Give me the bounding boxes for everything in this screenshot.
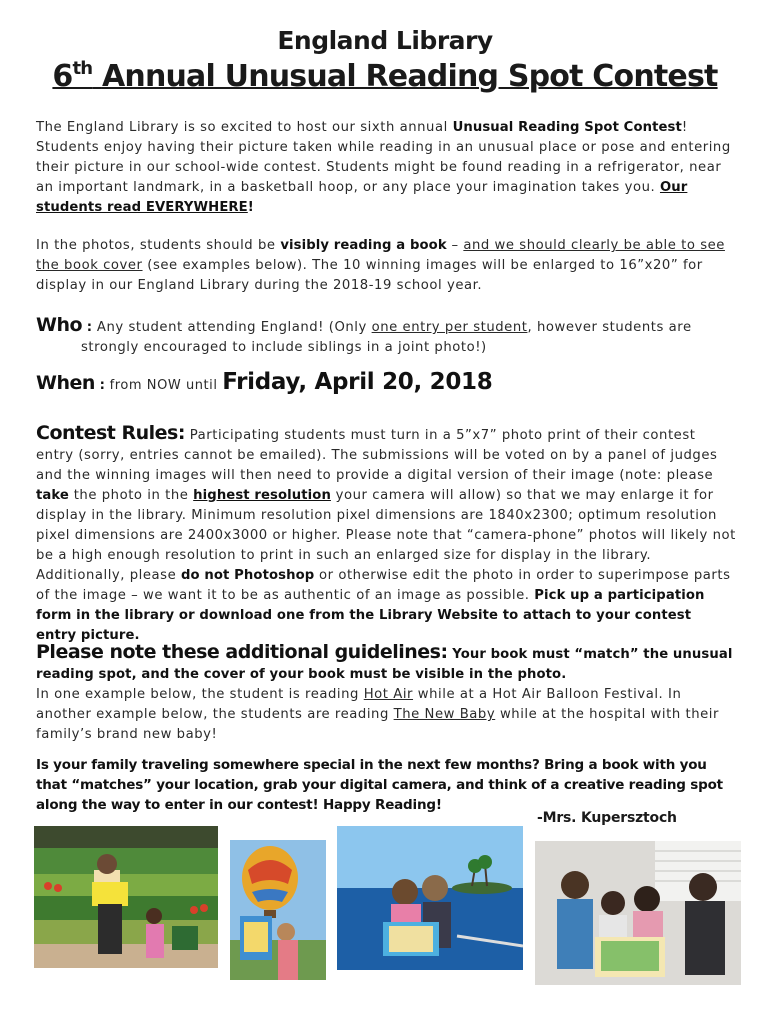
- intro-text-1: The England Library is so excited to host our sixth annual: [36, 120, 453, 135]
- photos-visibly-reading: visibly reading a book: [280, 238, 447, 253]
- when-section: [36, 369, 736, 396]
- guidelines-text-1: In one example below, the student is reading: [36, 687, 364, 702]
- guidelines-section: [36, 642, 736, 745]
- who-text-2: , however students are: [527, 320, 692, 335]
- photos-dash: –: [446, 238, 464, 253]
- guidelines-hot-air: Hot Air: [363, 687, 414, 702]
- rules-take: take: [36, 488, 69, 503]
- photos-text-1: In the photos, students should be: [36, 238, 281, 253]
- guidelines-text-3: while at the hospital with their family’s brand new baby!: [36, 707, 719, 742]
- guidelines-text-2: while at a Hot Air Balloon Festival. In another example below, the students are reading: [36, 687, 682, 722]
- intro-paragraph: [36, 118, 736, 218]
- rules-label: Contest Rules:: [36, 422, 185, 444]
- intro-text-3: !: [247, 200, 254, 215]
- hot-air-balloon-photo: [230, 840, 326, 980]
- rules-text-2: the photo in the: [68, 488, 194, 503]
- closing-paragraph: Is your family traveling somewhere special in the next few months? Bring a book with you that “matches” your location, grab your digital camera, and think of a creative reading spot along the way to enter in our contest! Happy Reading!: [36, 757, 723, 813]
- who-text-1: Any student attending England! (Only: [92, 320, 372, 335]
- rules-text-1: Participating students must turn in a 5”x7” photo print of their contest entry (sorry, entries cannot be emailed). The submissions will be voted on by a panel of judges and the winning images will then need to provide a digital version of their image (note: please: [36, 428, 718, 483]
- photos-paragraph: [36, 236, 736, 296]
- signature: -Mrs. Kupersztoch: [537, 810, 677, 826]
- library-name-text: England Library: [277, 26, 493, 55]
- photos-text-3: (see examples below). The 10 winning images will be enlarged to 16”x20” for display in our England Library during the 2018-19 school year.: [36, 258, 703, 293]
- when-colon: :: [94, 378, 105, 393]
- title-ordinal-number: 6: [52, 59, 73, 94]
- ocean-island-photo: [337, 826, 523, 970]
- guidelines-new-baby: The New Baby: [393, 707, 496, 722]
- who-label: Who: [36, 314, 83, 336]
- photos-book-cover: and we should clearly be able to see the book cover: [36, 238, 725, 273]
- intro-everywhere: Our students read EVERYWHERE: [36, 180, 688, 215]
- rules-highest-resolution: highest resolution: [193, 488, 331, 503]
- when-text: from NOW until: [104, 378, 223, 393]
- rules-no-photoshop: do not Photoshop: [181, 568, 315, 583]
- who-text-3: strongly encouraged to include siblings in a joint photo!): [81, 340, 487, 355]
- title-contest-name: Annual Unusual Reading Spot Contest: [101, 59, 718, 94]
- rules-text-4: or otherwise edit the photo in order to superimpose parts of the image – we want it to be as authentic of an image as possible.: [36, 568, 731, 603]
- contest-rules-section: [36, 423, 736, 646]
- title-ordinal-suffix: th: [72, 58, 93, 79]
- intro-text-2: ! Students enjoy having their picture taken while reading in an unusual place or pose and entering their picture in our school-wide contest. Students might be found reading in a refrigerator, near an important landmark, in a basketball hoop, or any place your imagination takes you.: [36, 120, 731, 195]
- hospital-siblings-photo: [535, 841, 741, 985]
- library-name-heading: [0, 26, 770, 55]
- who-section: [36, 315, 736, 358]
- rules-participation-form: Pick up a participation form in the library or download one from the Library Website to attach to your contest entry picture.: [36, 588, 705, 643]
- grocery-produce-photo: [34, 826, 218, 968]
- guidelines-match-text: Your book must “match” the unusual reading spot, and the cover of your book must be visible in the photo.: [36, 647, 733, 682]
- intro-contest-name: Unusual Reading Spot Contest: [452, 120, 682, 135]
- rules-text-3: your camera will allow) so that we may enlarge it for display in the library. Minimum resolution pixel dimensions are 1840x2300; optimum resolution pixel dimensions are 2400x3000 or higher. Please note that “camera-phone” photos will likely not be a high enough resolution to print in such an enlarged size for display in the library. Additionally, please: [36, 488, 736, 583]
- contest-title-heading: [0, 58, 770, 94]
- when-deadline-date: Friday, April 20, 2018: [222, 369, 493, 395]
- when-label: When: [36, 372, 95, 394]
- guidelines-label: Please note these additional guidelines:: [36, 641, 448, 663]
- who-one-entry: one entry per student: [371, 320, 528, 335]
- who-colon: :: [82, 320, 93, 335]
